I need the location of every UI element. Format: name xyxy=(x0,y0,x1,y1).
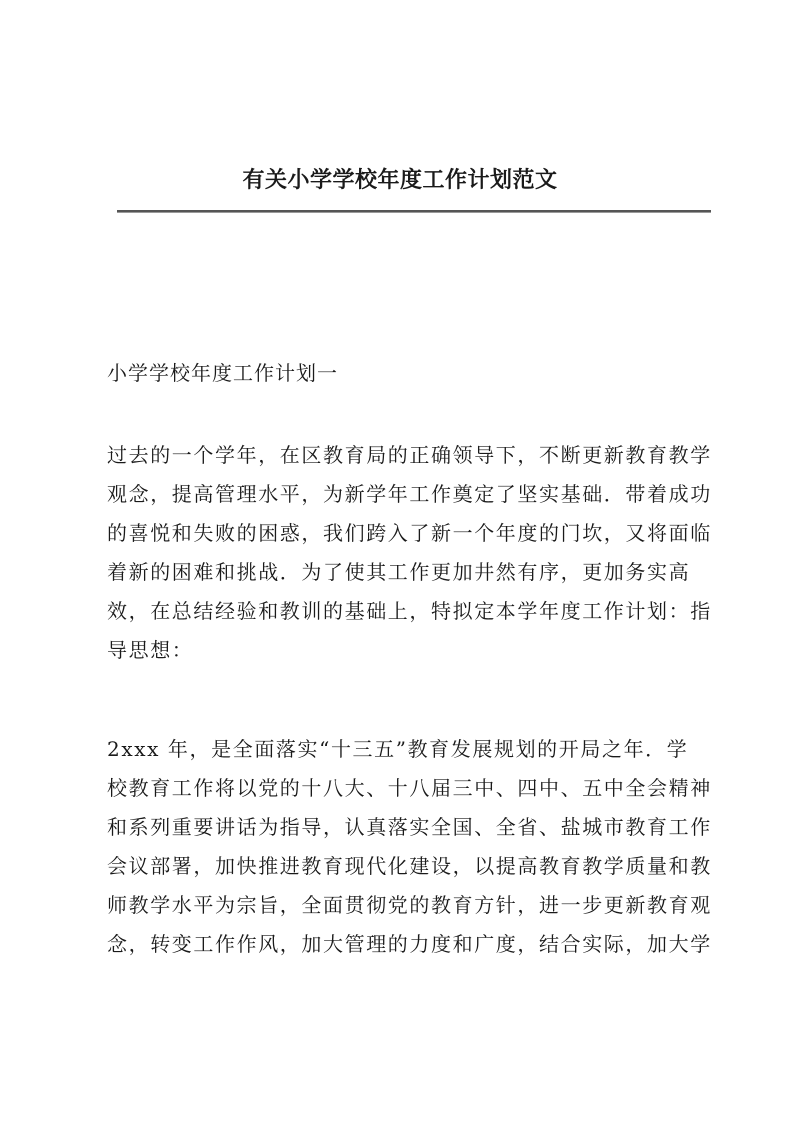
body-paragraph xyxy=(107,436,717,670)
paragraph-line: 过去的一个学年，在区教育局的正确领导下，不断更新教育教学 xyxy=(107,443,712,467)
paragraph-line: 2xxx 年，是全面落实“十三五”教育发展规划的开局之年．学 xyxy=(107,737,689,761)
paragraph-line: 观念，提高管理水平，为新学年工作奠定了坚实基础．带着成功 xyxy=(107,482,712,506)
paragraph-line: 导思想： xyxy=(107,638,194,662)
paragraph-line: 校教育工作将以党的十八大、十八届三中、四中、五中全会精神 xyxy=(107,776,712,800)
section-heading: 小学学校年度工作计划一 xyxy=(107,361,338,385)
paragraph-line: 的喜悦和失败的困惑，我们跨入了新一个年度的门坎，又将面临 xyxy=(107,521,712,545)
paragraph-line: 师教学水平为宗旨，全面贯彻党的教育方针，进一步更新教育观 xyxy=(107,893,712,917)
document-title: 有关小学学校年度工作计划范文 xyxy=(242,167,558,193)
paragraph-line: 念，转变工作作风，加大管理的力度和广度，结合实际，加大学 xyxy=(107,932,712,956)
body-paragraph xyxy=(107,730,717,964)
paragraph-line: 着新的困难和挑战．为了使其工作更加井然有序，更加务实高 xyxy=(107,560,691,584)
paragraph-line: 会议部署，加快推进教育现代化建设，以提高教育教学质量和教 xyxy=(107,854,712,878)
paragraph-line: 和系列重要讲话为指导，认真落实全国、全省、盐城市教育工作 xyxy=(107,815,712,839)
title-divider xyxy=(117,210,711,213)
paragraph-line: 效，在总结经验和教训的基础上，特拟定本学年度工作计划：指 xyxy=(107,599,712,623)
